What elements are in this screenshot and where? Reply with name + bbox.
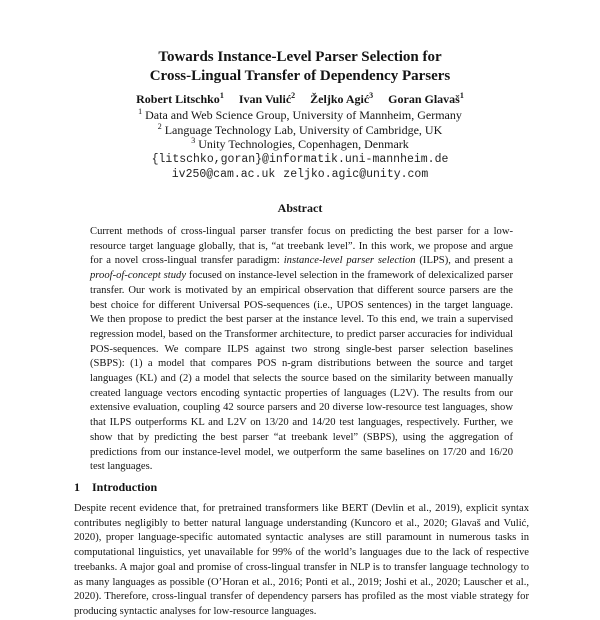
author: Goran Glavaš$^1$ [388, 91, 464, 106]
author: Željko Agić$^3$ [310, 91, 374, 106]
affiliation: $^3$ Unity Technologies, Copenhagen, Denmark [191, 136, 409, 151]
section-heading-introduction [74, 480, 157, 495]
title-line-2: Cross-Lingual Transfer of Dependency Parsers [149, 68, 451, 84]
email-line-2 [0, 168, 600, 181]
paragraph: Despite recent evidence that, for pretrained transformers like BERT (Devlin et al., 2019), explicit syntax contributes negligibly to better natural language understanding (Kuncoro et al., 2020; Glavaš and Vulić, 2020), proper language-specific automated syntactic analyses are still paramount in numerous tasks in computational linguistics, yet unavailable for 99% of the world’s languages due to the lack of respective treebanks. A major goal and promise of cross-lingual transfer in NLP is to transfer language technology to as many languages as possible (O’Horan et al., 2016; Ponti et al., 2019; Joshi et al., 2020; Lauscher et al., 2020). Therefore, cross-lingual transfer of dependency parsers has profiled as the most viable strategy for producing syntactic analyses for low-resource languages. [74, 503, 529, 617]
introduction-body [74, 502, 529, 620]
affiliation: $^1$ Data and Web Science Group, University of Mannheim, Germany [138, 107, 462, 122]
email-line-1: {litschko,goran}@informatik.uni-mannheim.de [151, 153, 449, 166]
abstract-body: Current methods of cross-lingual parser transfer focus on predicting the best parser for a low-resource target language globally, that is, “at treebank level”. In this work, we propose and argue for a novel cross-lingual transfer paradigm: instance-level parser selection (ILPS), and present a proof-of-concept study focused on instance-level selection in the framework of delexicalized parser transfer. Our work is motivated by an empirical observation that different source parsers are the best choice for different Universal POS-sequences (i.e., UPOS sentences) in the target language. We then propose to predict the best parser at the instance level. To this end, we train a supervised regression model, based on the Transformer architecture, to predict parser accuracies for individual POS-sequences. We compare ILPS against two strong single-best parser selection baselines (SBPS): (1) a model that compares POS n-gram distributions between the source and target languages (KL) and (2) a model that selects the source based on the similarity between manually created language vectors encoding syntactic properties of languages (L2V). The results from our extensive evaluation, coupling 42 source parsers and 20 diverse low-resource test languages, show that ILPS outperforms KL and L2V on 13/20 and 14/20 test languages, respectively. Further, we show that by predicting the best parser “at treebank level” (SBPS), using the aggregation of predictions from our instance-level model, we outperform the same baselines on 17/20 and 16/20 test languages. [90, 226, 514, 473]
affiliation: $^2$ Language Technology Lab, University of Cambridge, UK [157, 122, 443, 137]
title-line-1: Towards Instance-Level Parser Selection for [158, 49, 442, 65]
section-number: 1 [74, 480, 80, 494]
abstract-heading: Abstract [277, 201, 323, 215]
email: zeljko.agic@unity.com [283, 168, 429, 181]
section-title: Introduction [92, 480, 158, 494]
author: Ivan Vulić$^2$ [238, 91, 296, 106]
email: iv250@cam.ac.uk [171, 168, 276, 181]
paper-title [0, 48, 600, 86]
author-list [0, 92, 600, 107]
author: Robert Litschko$^1$ [136, 91, 224, 106]
